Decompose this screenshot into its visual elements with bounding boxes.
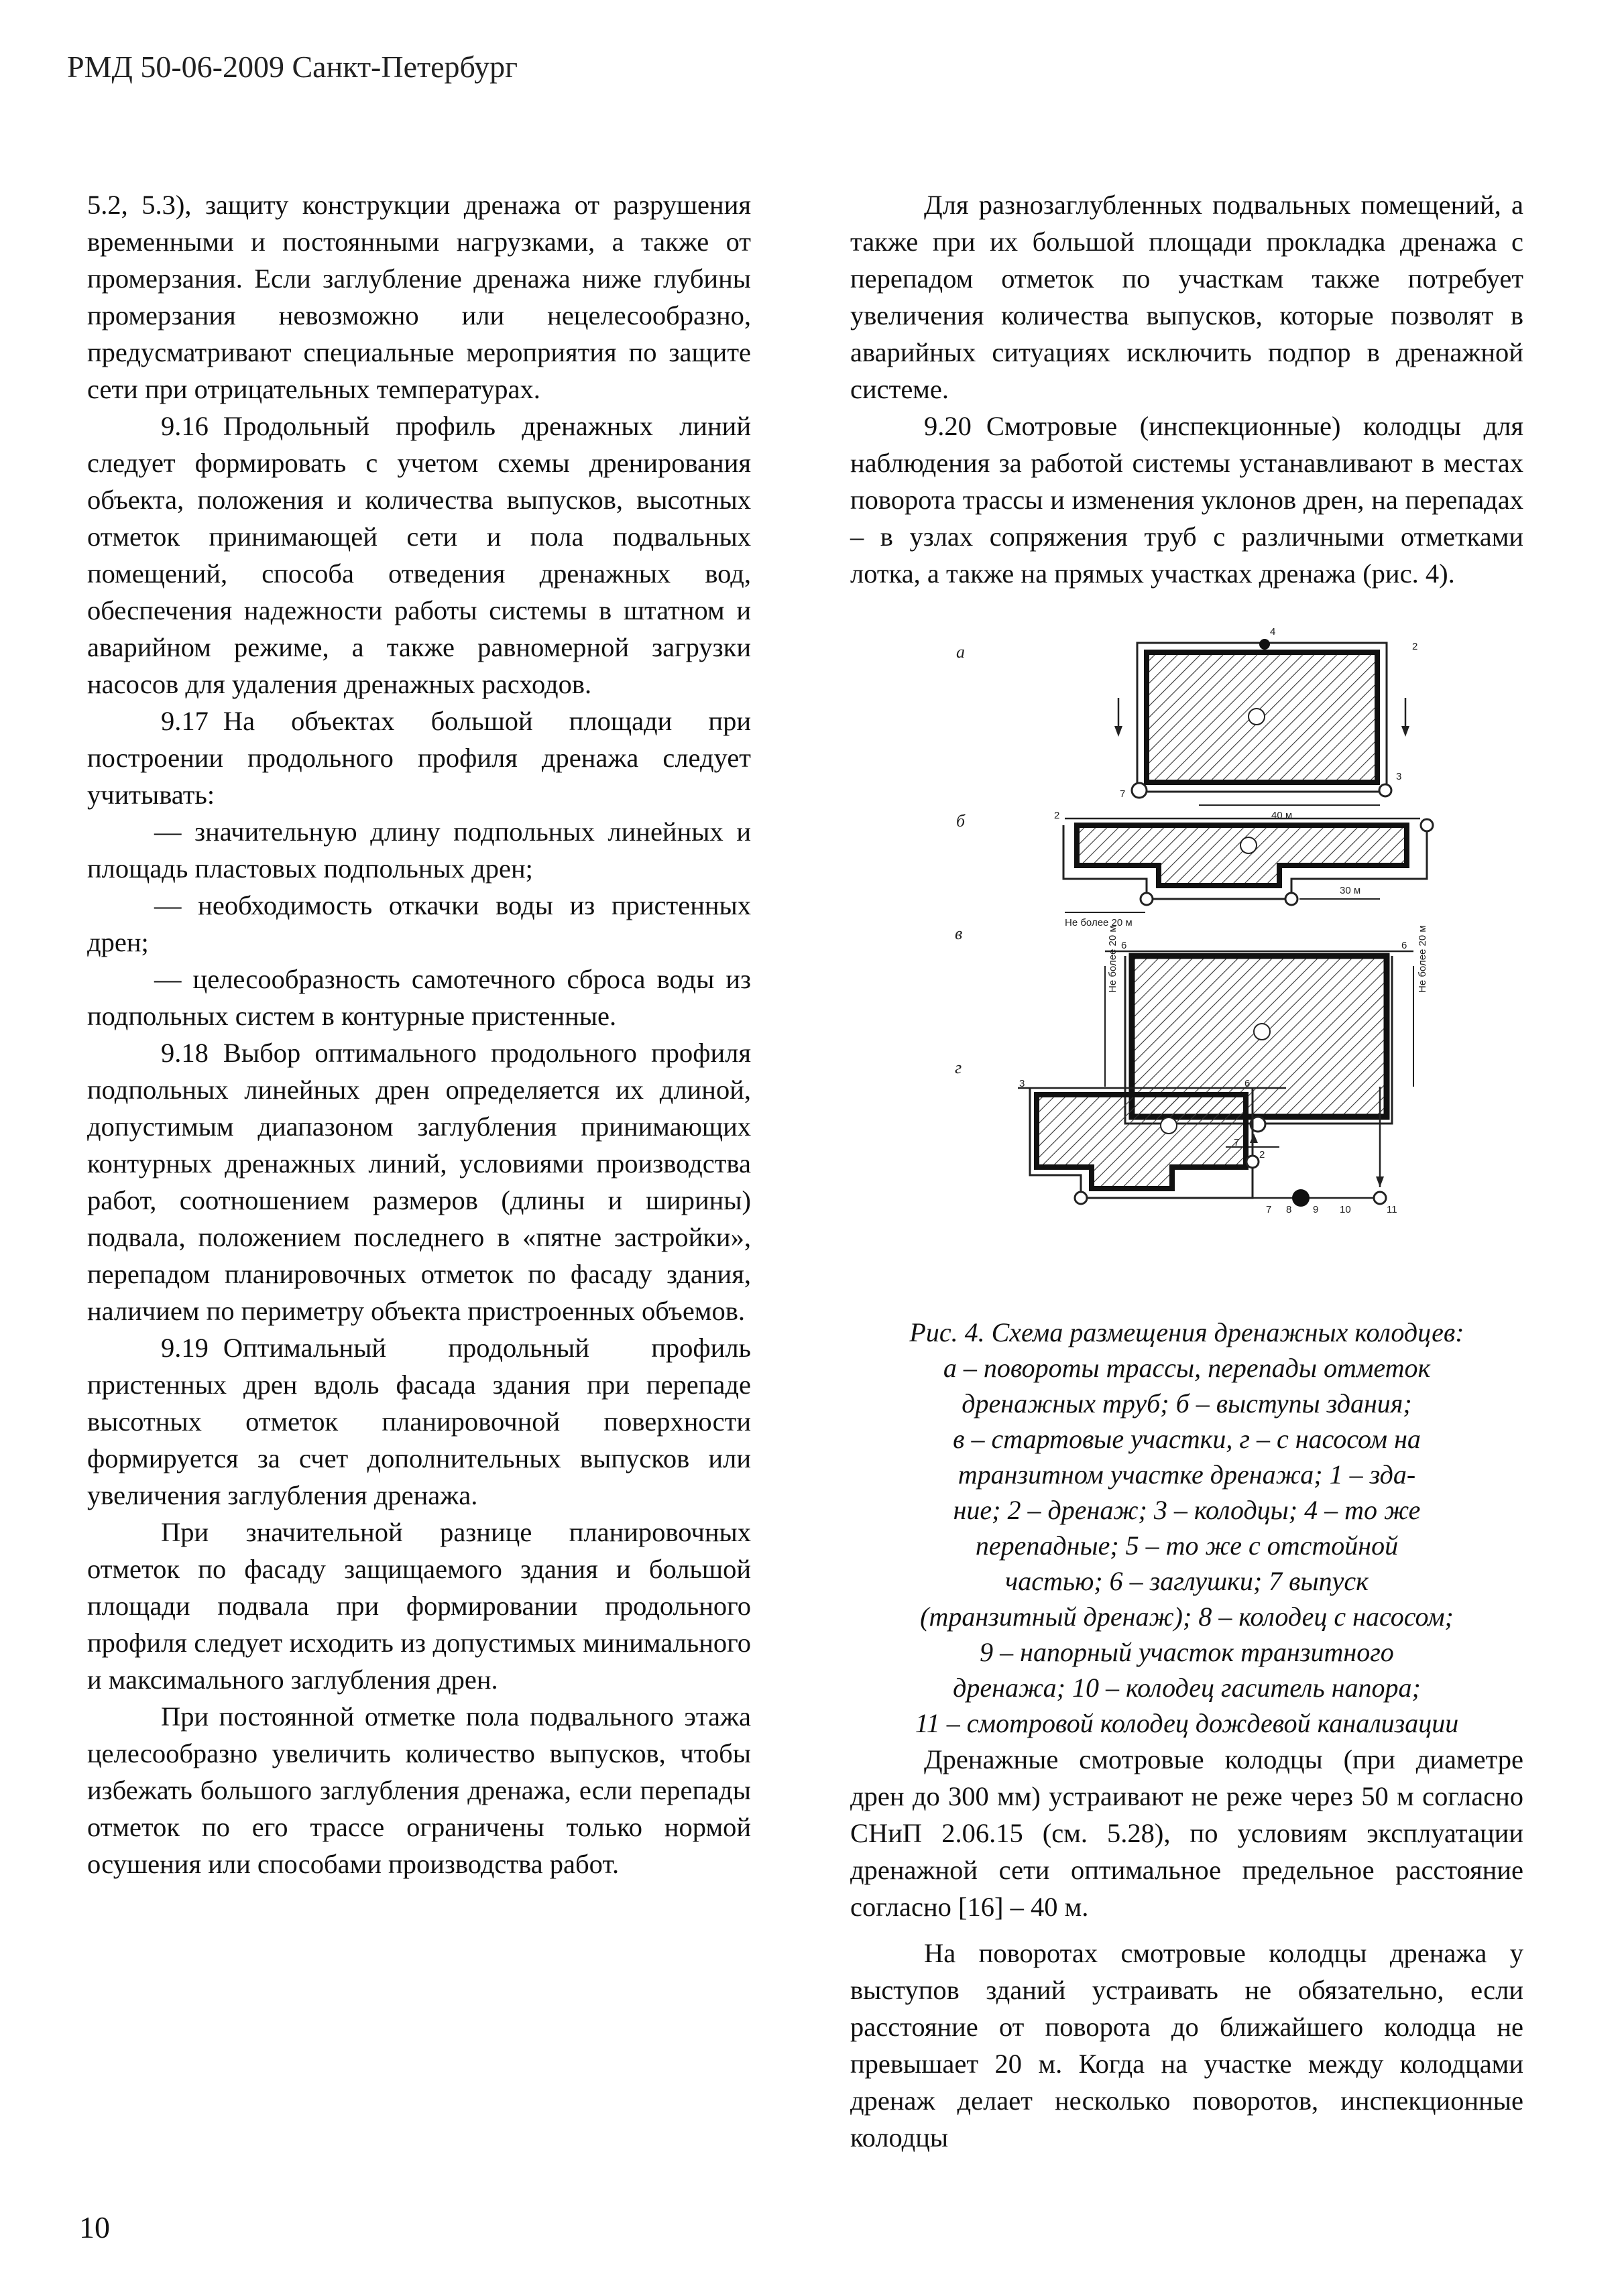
svg-text:Не более 20 м: Не более 20 м: [1107, 925, 1118, 993]
panel-letter-d: г: [955, 1058, 962, 1077]
paragraph: 5.2, 5.3), защиту конструкции дренажа от разрушения временными и постоянными нагрузками, а также от промерзания. Если заглубление дренажа ниже глубины промерзания невозможно или нецелесообразно, предусматривают специальные мероприятия по защите сети при отрицательных температурах.: [87, 190, 751, 404]
paragraph: При значительной разнице планировочных отметок по фасаду защищаемого здания и большой площади подвала при формировании продольного профиля следует исходить из допустимых минимального и максимального заглубления дрен.: [87, 1517, 751, 1695]
list-item: — необходимость откачки воды из пристенных дрен;: [87, 890, 751, 957]
drainage-scheme-diagram: [850, 617, 1523, 1308]
left-column: [87, 186, 751, 1882]
paragraph: Дренажные смотровые колодцы (при диаметре дрен до 300 мм) устраивают не реже через 50 м согласно СНиП 2.06.15 (см. 5.28), по условиям эксплуатации дренажной сети оптимальное предельное расстояние согласно [16] – 40 м.: [850, 1744, 1523, 1922]
svg-text:Не более 20 м: Не более 20 м: [1417, 925, 1428, 993]
list-item: — целесообразность самотечного сброса воды из подпольных систем в контурные пристенные.: [87, 964, 751, 1031]
svg-text:6: 6: [1244, 1078, 1251, 1089]
paragraph: Для разнозаглубленных подвальных помещений, а также при их большой площади прокладка дренажа с перепадом отметок по участкам также потребует увеличения количества выпусков, которые позволят в аварийных ситуациях исключить подпор в дренажной системе.: [850, 190, 1523, 404]
paragraph-9-19: 9.19 Оптимальный продольный профиль пристенных дрен вдоль фасада здания при перепаде высотных отметок планировочной поверхности формируется за счет дополнительных выпусков или увеличения заглубления дренажа.: [87, 1333, 751, 1510]
svg-text:30 м: 30 м: [1340, 885, 1361, 896]
paragraph-9-20: 9.20 Смотровые (инспекционные) колодцы для наблюдения за работой системы устанавливают в местах поворота трассы и изменения уклонов дрен, на перепадах – в узлах сопряжения труб с различными отметками лотка, а также на прямых участках дренажа (рис. 4).: [850, 411, 1523, 589]
panel-b: [956, 810, 1433, 928]
panel-a: [956, 626, 1417, 821]
svg-text:11: 11: [1387, 1204, 1397, 1215]
panel-letter-b: б: [956, 811, 966, 831]
svg-text:2: 2: [1054, 810, 1060, 821]
page-number: 10: [79, 2210, 110, 2244]
svg-text:2: 2: [1412, 641, 1418, 652]
list-item: — значительную длину подпольных линейных и площадь пластовых подпольных дрен;: [87, 817, 751, 884]
running-header: РМД 50-06-2009 Санкт-Петербург: [67, 50, 518, 84]
paragraph: На поворотах смотровые колодцы дренажа у выступов зданий устраивать не обязательно, если расстояние от поворота до ближайшего колодца не превышает 20 м. Когда на участке между колодцами дренаж делает несколько поворотов, инспекционные колодцы: [850, 1938, 1523, 2153]
paragraph: При постоянной отметке пола подвального этажа целесообразно увеличить количество выпусков, чтобы избежать большого заглубления дренажа, если перепады отметок по его трассе ограничены только нормой осушения или способами производства работ.: [87, 1701, 751, 1879]
right-column: [850, 186, 1523, 2156]
panel-letter-a: а: [956, 642, 965, 662]
svg-text:9: 9: [1313, 1204, 1319, 1215]
svg-text:7: 7: [1120, 788, 1126, 800]
svg-text:8: 8: [1286, 1204, 1292, 1215]
svg-text:2: 2: [1259, 1149, 1265, 1160]
paragraph-9-16: 9.16 Продольный профиль дренажных линий следует формировать с учетом схемы дренирования объекта, положения и количества выпусков, высотных отметок принимающей сети и пола подвальных помещений, способа отведения дренажных вод, обеспечения надежности работы системы в штатном и аварийном режиме, а также равномерной загрузки насосов для удаления дренажных расходов.: [87, 411, 751, 699]
paragraph-9-18: 9.18 Выбор оптимального продольного профиля подпольных линейных дрен определяется их длиной, допустимым диапазоном заглубления принимающих контурных дренажных линий, условиями производства работ, соотношением размеров (длины и ширины) подвала, положением последнего в «пятне застройки», перепадом планировочных отметок по фасаду здания, наличием по периметру объекта пристроенных объемов.: [87, 1038, 751, 1326]
svg-text:4: 4: [1270, 626, 1276, 638]
svg-text:10: 10: [1340, 1204, 1351, 1215]
svg-text:3: 3: [1019, 1078, 1025, 1089]
figure-drainage-wells: [850, 617, 1523, 1308]
svg-text:Не более 20 м: Не более 20 м: [1065, 917, 1133, 928]
svg-text:7: 7: [1266, 1204, 1272, 1215]
svg-text:40 м: 40 м: [1271, 810, 1293, 821]
figure-caption: Рис. 4. Схема размещения дренажных колодцев: а – повороты трассы, перепады отметок дренажных труб; б – выступы здания; в – стартовые участки, г – с насосом на транзитном участке дренажа; 1 – зда- ние; 2 – дренаж; 3 – колодцы; 4 – то же перепадные; 5 – то же с отстойной частью; 6 – заглушки; 7 выпуск (транзитный дренаж); 8 – колодец с насосом; 9 – напорный участок транзитного дренажа; 10 – колодец гаситель напора; 11 – смотровой колодец дождевой канализации: [909, 1317, 1464, 1738]
panel-letter-c: в: [955, 924, 963, 943]
paragraph-9-17: 9.17 На объектах большой площади при построении продольного профиля дренажа следует учитывать:: [87, 706, 751, 810]
svg-text:6: 6: [1401, 940, 1407, 951]
svg-text:3: 3: [1396, 771, 1402, 782]
svg-text:6: 6: [1121, 940, 1127, 951]
